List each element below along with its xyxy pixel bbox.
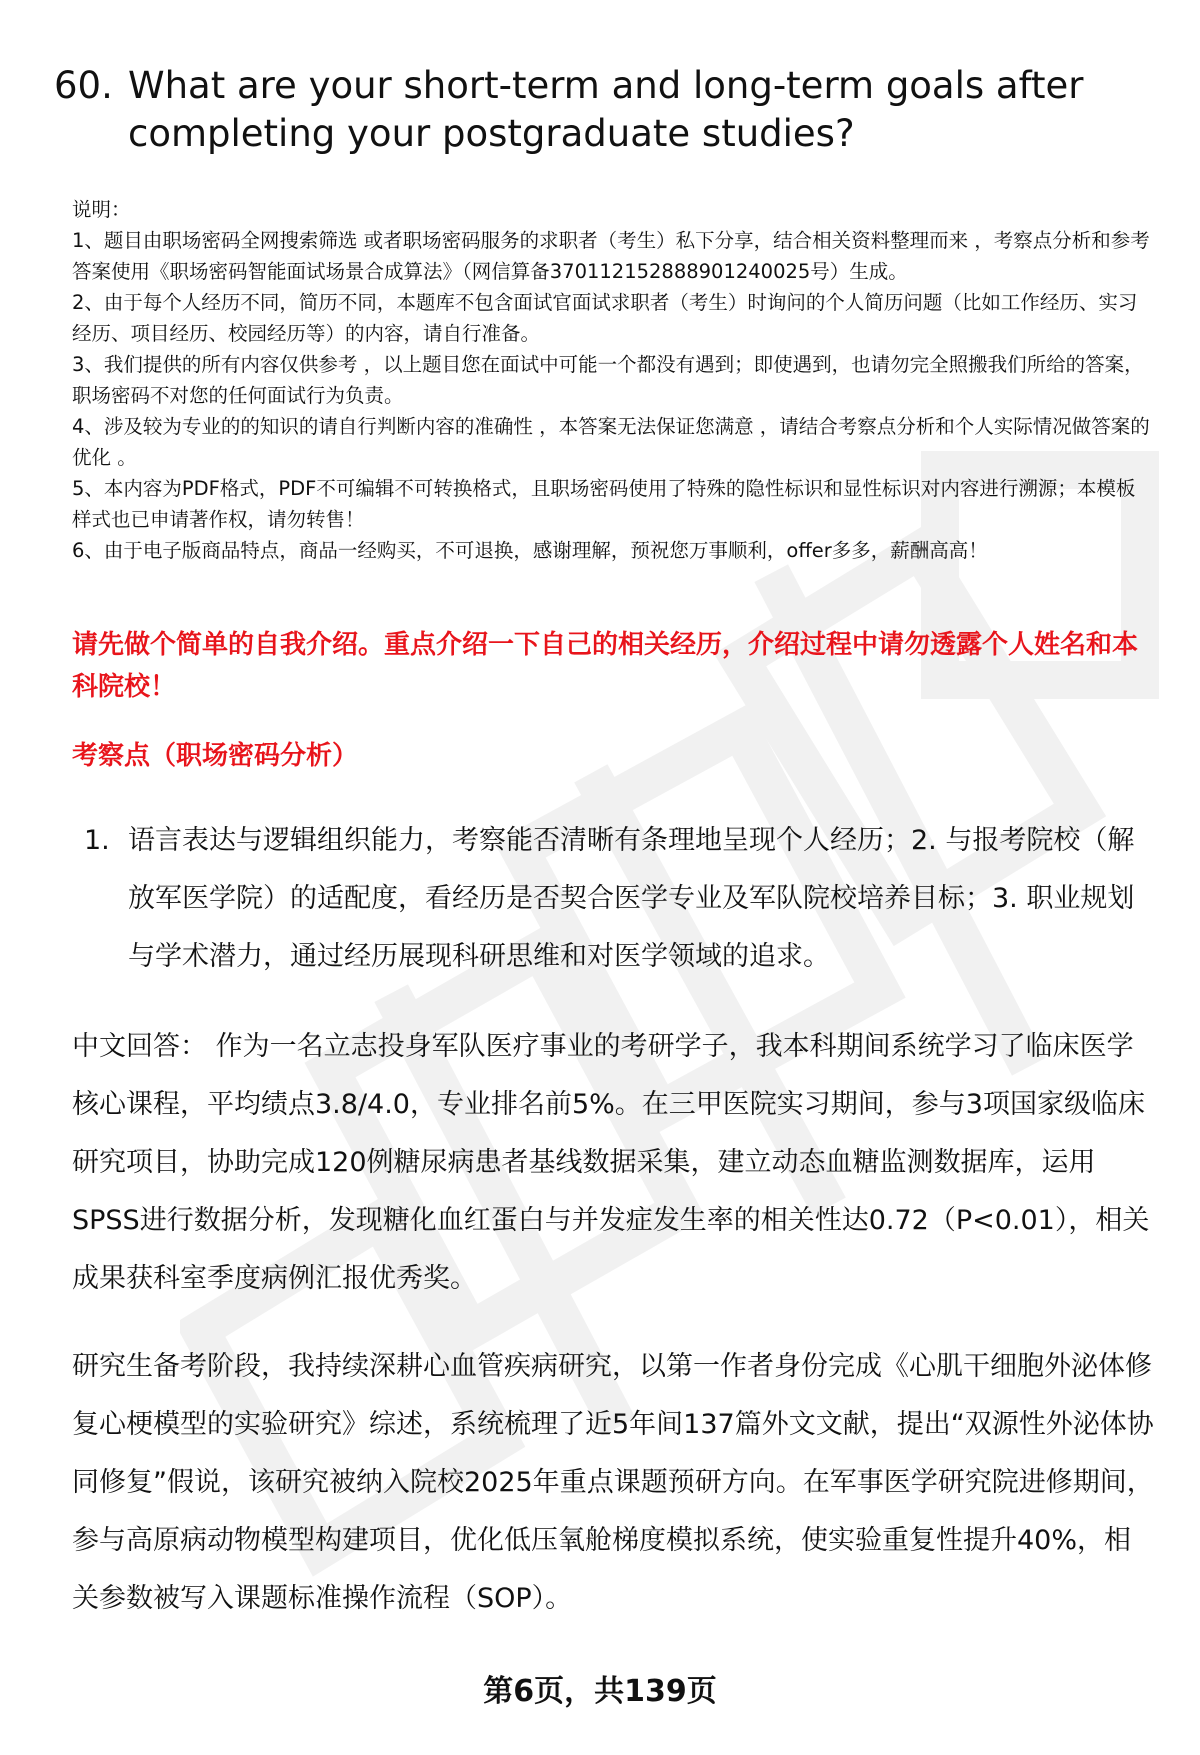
question-number: 60. <box>54 64 113 107</box>
question-text: What are your short-term and long-term goals after completing your postgraduate studies? <box>128 64 1084 155</box>
analysis-points <box>84 812 1154 986</box>
disclaimer-notes <box>72 194 1152 566</box>
analysis-title: 考察点（职场密码分析） <box>72 741 359 771</box>
note-item-3: 3、我们提供的所有内容仅供参考 ，以上题目您在面试中可能一个都没有遇到；即使遇到，也请勿完全照搬我们所给的答案，职场密码不对您的任何面试行为负责。 <box>72 353 1144 407</box>
notes-heading: 说明： <box>72 198 131 221</box>
answer-paragraph-2: 研究生备考阶段，我持续深耕心血管疾病研究，以第一作者身份完成《心肌干细胞外泌体修复心梗模型的实验研究》综述，系统梳理了近5年间137篇外文文献，提出“双源性外泌体协同修复”假说，该研究被纳入院校2025年重点课题预研方向。在军事医学研究院进修期间，参与高原病动物模型构建项目，优化低压氧舱梯度模拟系统，使实验重复性提升40%，相关参数被写入课题标准操作流程（SOP）。 <box>72 1351 1154 1614</box>
note-item-6: 6、由于电子版商品特点，商品一经购买，不可退换，感谢理解，预祝您万事顺利，offer多多，薪酬高高！ <box>72 539 988 562</box>
answer-body <box>72 1018 1157 1658</box>
note-item-1: 1、题目由职场密码全网搜索筛选 或者职场密码服务的求职者（考生）私下分享，结合相关资料整理而来 ，考察点分析和参考答案使用《职场密码智能面试场景合成算法》（网信算备370112152888901240025号）生成。 <box>72 229 1150 283</box>
answer-paragraph-1: 中文回答： 作为一名立志投身军队医疗事业的考研学子，我本科期间系统学习了临床医学核心课程，平均绩点3.8/4.0，专业排名前5%。在三甲医院实习期间，参与3项国家级临床研究项目，协助完成120例糖尿病患者基线数据采集，建立动态血糖监测数据库，运用SPSS进行数据分析，发现糖化血红蛋白与并发症发生率的相关性达0.72（P<0.01），相关成果获科室季度病例汇报优秀奖。 <box>72 1031 1150 1294</box>
analysis-number: 1. <box>84 825 110 856</box>
question-heading <box>54 62 1144 158</box>
note-item-2: 2、由于每个人经历不同，简历不同，本题库不包含面试官面试求职者（考生）时询问的个人简历问题（比如工作经历、实习经历、项目经历、校园经历等）的内容，请自行准备。 <box>72 291 1138 345</box>
page-footer: 第6页，共139页 <box>483 1674 717 1709</box>
note-item-4: 4、涉及较为专业的的知识的请自行判断内容的准确性 ，本答案无法保证您满意 ，请结合考察点分析和个人实际情况做答案的优化 。 <box>72 415 1150 469</box>
highlighted-prompt: 请先做个简单的自我介绍。重点介绍一下自己的相关经历，介绍过程中请勿透露个人姓名和本科院校！ <box>72 630 1139 702</box>
analysis-text: 语言表达与逻辑组织能力，考察能否清晰有条理地呈现个人经历；2. 与报考院校（解放军医学院）的适配度，看经历是否契合医学专业及军队院校培养目标；3. 职业规划与学术潜力，通过经历展现科研思维和对医学领域的追求。 <box>128 825 1135 972</box>
note-item-5: 5、本内容为PDF格式，PDF不可编辑不可转换格式，且职场密码使用了特殊的隐性标识和显性标识对内容进行溯源；本模板样式也已申请著作权，请勿转售！ <box>72 477 1136 531</box>
